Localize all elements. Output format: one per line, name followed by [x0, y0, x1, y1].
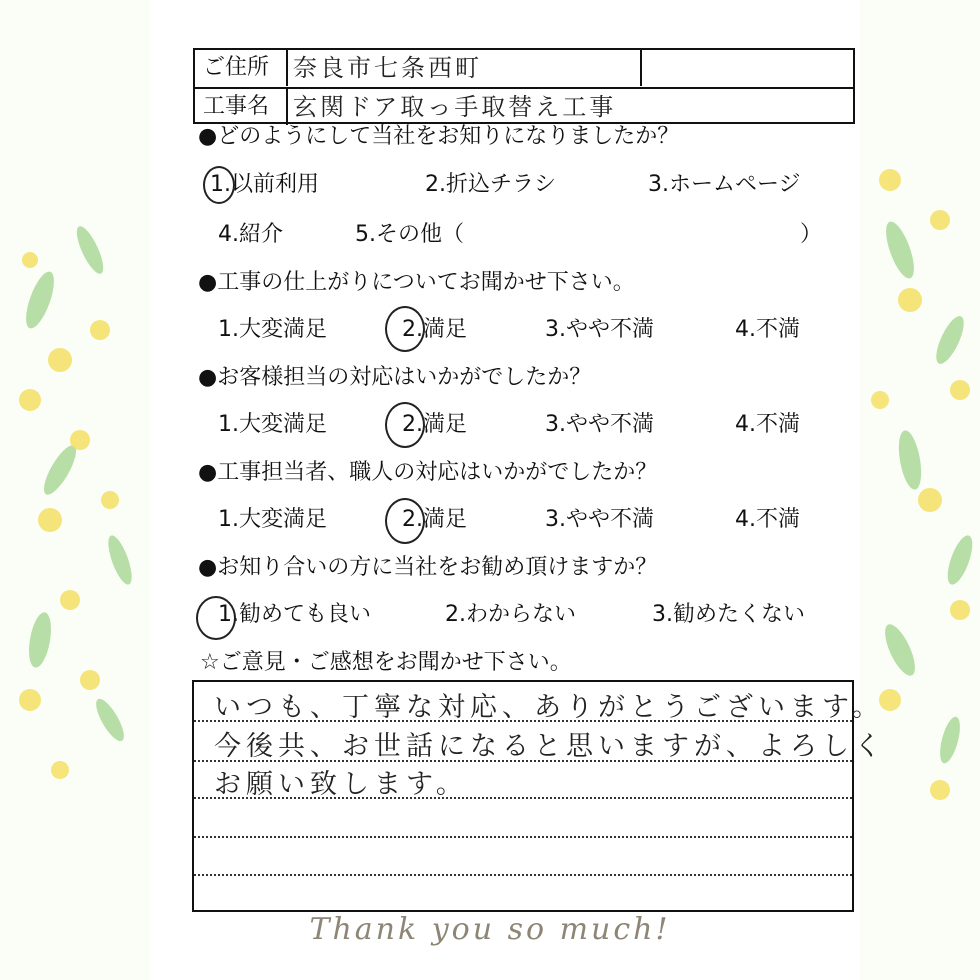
- header-table: [193, 48, 855, 124]
- address-value: 奈良市七条西町: [293, 54, 482, 82]
- q2-option-4[interactable]: 4.不満: [735, 317, 800, 342]
- q2-option-3[interactable]: 3.やや不満: [545, 317, 654, 342]
- selection-circle: [196, 596, 236, 640]
- selection-circle: [385, 306, 425, 352]
- divider: [640, 50, 642, 86]
- q1-option-5-close: ）: [800, 222, 823, 247]
- ruled-line: [194, 836, 852, 838]
- q1-option-2[interactable]: 2.折込チラシ: [425, 172, 556, 197]
- thank-you-footer: Thank you so much!: [309, 912, 671, 947]
- q1-option-4[interactable]: 4.紹介: [218, 222, 283, 247]
- ruled-line: [194, 874, 852, 876]
- q3-option-4[interactable]: 4.不満: [735, 412, 800, 437]
- q5-option-2[interactable]: 2.わからない: [445, 602, 576, 627]
- work-label: 工事名: [195, 89, 288, 125]
- question-5: ●お知り合いの方に当社をお勧め頂けますか？: [198, 555, 658, 580]
- comment-line-1: いつも、丁寧な対応、ありがとうございます。: [214, 692, 884, 723]
- q2-option-2[interactable]: 2.満足: [402, 317, 467, 342]
- q4-option-3[interactable]: 3.やや不満: [545, 507, 654, 532]
- q4-option-1[interactable]: 1.大変満足: [218, 507, 327, 532]
- q1-option-5[interactable]: 5.その他（: [355, 222, 464, 247]
- q5-option-1[interactable]: 1.勧めても良い: [218, 602, 371, 627]
- work-row: [195, 89, 853, 125]
- work-value: 玄関ドア取っ手取替え工事: [293, 93, 617, 121]
- q3-option-3[interactable]: 3.やや不満: [545, 412, 654, 437]
- q1-option-3[interactable]: 3.ホームページ: [648, 172, 801, 197]
- question-4: ●工事担当者、職人の対応はいかがでしたか？: [198, 460, 658, 485]
- q2-option-1[interactable]: 1.大変満足: [218, 317, 327, 342]
- q3-option-2[interactable]: 2.満足: [402, 412, 467, 437]
- q5-option-3[interactable]: 3.勧めたくない: [652, 602, 805, 627]
- selection-circle: [385, 498, 425, 544]
- comment-line-2: 今後共、お世話になると思いますが、よろしく: [214, 731, 886, 762]
- question-1: ●どのようにして当社をお知りになりましたか？: [198, 124, 680, 149]
- comment-line-3: お願い致します。: [214, 769, 468, 800]
- q4-option-4[interactable]: 4.不満: [735, 507, 800, 532]
- selection-circle: [385, 402, 425, 448]
- q1-option-1[interactable]: 1.以前利用: [210, 172, 319, 197]
- q3-option-1[interactable]: 1.大変満足: [218, 412, 327, 437]
- question-3: ●お客様担当の対応はいかがでしたか？: [198, 365, 592, 390]
- q4-option-2[interactable]: 2.満足: [402, 507, 467, 532]
- address-label: ご住所: [195, 50, 288, 86]
- question-2: ●工事の仕上がりについてお聞かせ下さい。: [198, 270, 635, 295]
- comments-box[interactable]: [192, 680, 886, 912]
- comments-heading: ☆ご意見・ご感想をお聞かせ下さい。: [200, 650, 572, 675]
- address-row: [195, 50, 853, 86]
- selection-circle: [203, 166, 235, 204]
